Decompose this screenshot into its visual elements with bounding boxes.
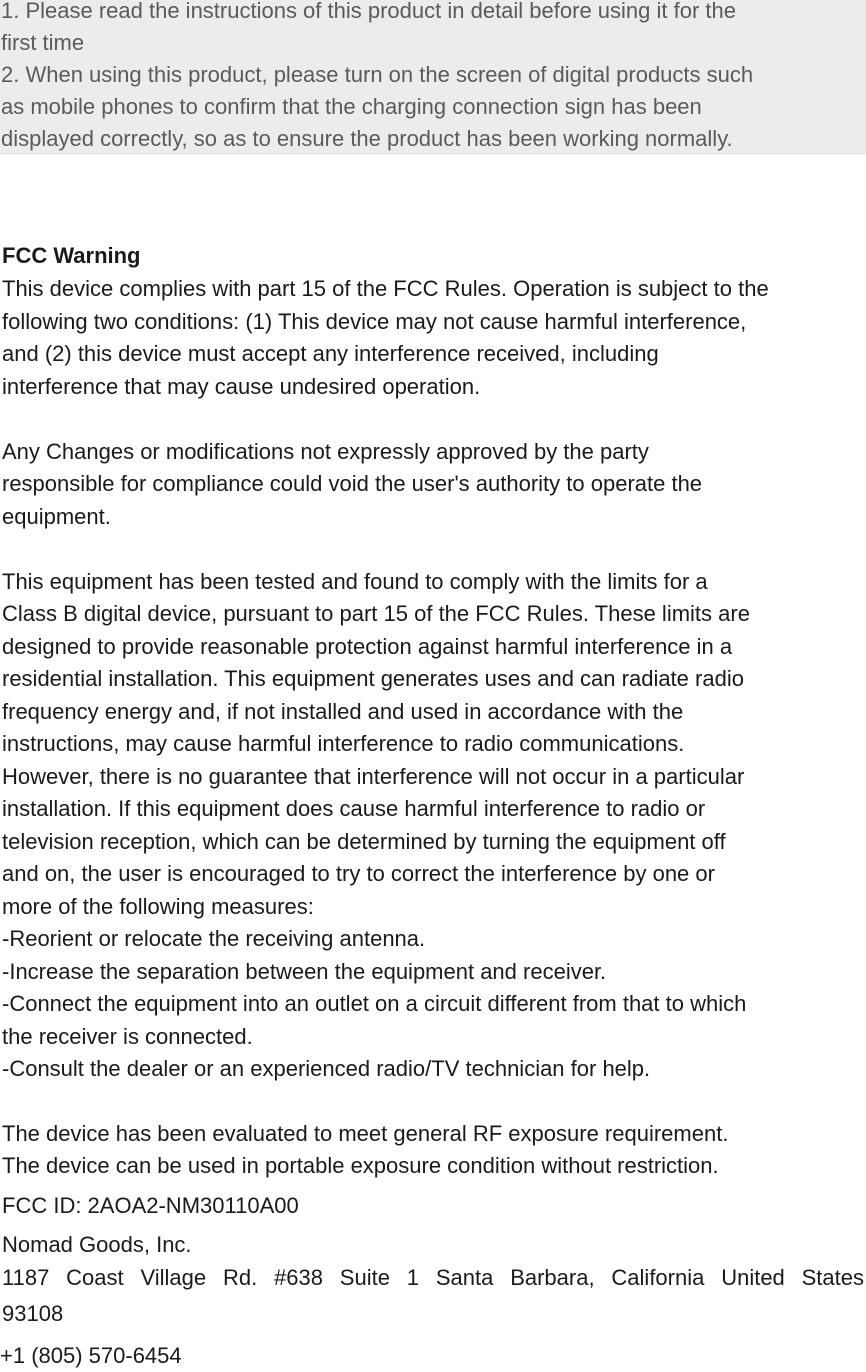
measure-item: -Increase the separation between the equipment and receiver. — [2, 959, 607, 984]
modifications-line: responsible for compliance could void the user's authority to operate the — [2, 471, 703, 496]
measure-item: -Reorient or relocate the receiving antenna. — [2, 926, 426, 951]
rf-exposure-line: The device can be used in portable exposure condition without restriction. — [2, 1153, 719, 1178]
class-b-line: installation. If this equipment does cause harmful interference to radio or — [2, 796, 706, 821]
notice-line: 2. When using this product, please turn on the screen of digital products such — [1, 62, 754, 87]
fcc-id: FCC ID: 2AOA2-NM30110A00 — [2, 1193, 299, 1218]
measure-item: -Connect the equipment into an outlet on a circuit different from that to which — [2, 991, 747, 1016]
notice-line: as mobile phones to confirm that the charging connection sign has been — [1, 94, 702, 119]
rf-exposure-line: The device has been evaluated to meet general RF exposure requirement. — [2, 1121, 729, 1146]
class-b-line: residential installation. This equipment generates uses and can radiate radio — [2, 666, 744, 691]
measure-item: the receiver is connected. — [2, 1024, 253, 1049]
zip-code: 93108 — [2, 1301, 64, 1326]
class-b-line: television reception, which can be determined by turning the equipment off — [2, 829, 726, 854]
class-b-line: instructions, may cause harmful interference to radio communications. — [2, 731, 685, 756]
fcc-compliance-line: interference that may cause undesired operation. — [2, 374, 481, 399]
class-b-line: more of the following measures: — [2, 894, 314, 919]
notice-line: displayed correctly, so as to ensure the product has been working normally. — [1, 126, 733, 151]
class-b-line: and on, the user is encouraged to try to correct the interference by one or — [2, 861, 715, 886]
class-b-line: frequency energy and, if not installed and used in accordance with the — [2, 699, 684, 724]
notice-line: 1. Please read the instructions of this product in detail before using it for the — [1, 0, 736, 23]
fcc-compliance-line: following two conditions: (1) This device may not cause harmful interference, — [2, 309, 747, 334]
company-name: Nomad Goods, Inc. — [2, 1232, 192, 1257]
modifications-line: equipment. — [2, 504, 111, 529]
class-b-line: This equipment has been tested and found to comply with the limits for a — [2, 569, 708, 594]
class-b-line: However, there is no guarantee that interference will not occur in a particular — [2, 764, 745, 789]
class-b-line: Class B digital device, pursuant to part 15 of the FCC Rules. These limits are — [2, 601, 750, 626]
modifications-line: Any Changes or modifications not expressly approved by the party — [2, 439, 649, 464]
company-address: 1187 Coast Village Rd. #638 Suite 1 Santa Barbara, California United States — [2, 1265, 864, 1290]
fcc-warning-heading: FCC Warning — [2, 243, 141, 268]
measure-item: -Consult the dealer or an experienced radio/TV technician for help. — [2, 1056, 651, 1081]
fcc-compliance-line: This device complies with part 15 of the FCC Rules. Operation is subject to the — [2, 276, 769, 301]
phone-number: +1 (805) 570-6454 — [0, 1343, 182, 1368]
notice-line: first time — [1, 30, 85, 55]
fcc-compliance-line: and (2) this device must accept any interference received, including — [2, 341, 659, 366]
class-b-line: designed to provide reasonable protection against harmful interference in a — [2, 634, 733, 659]
